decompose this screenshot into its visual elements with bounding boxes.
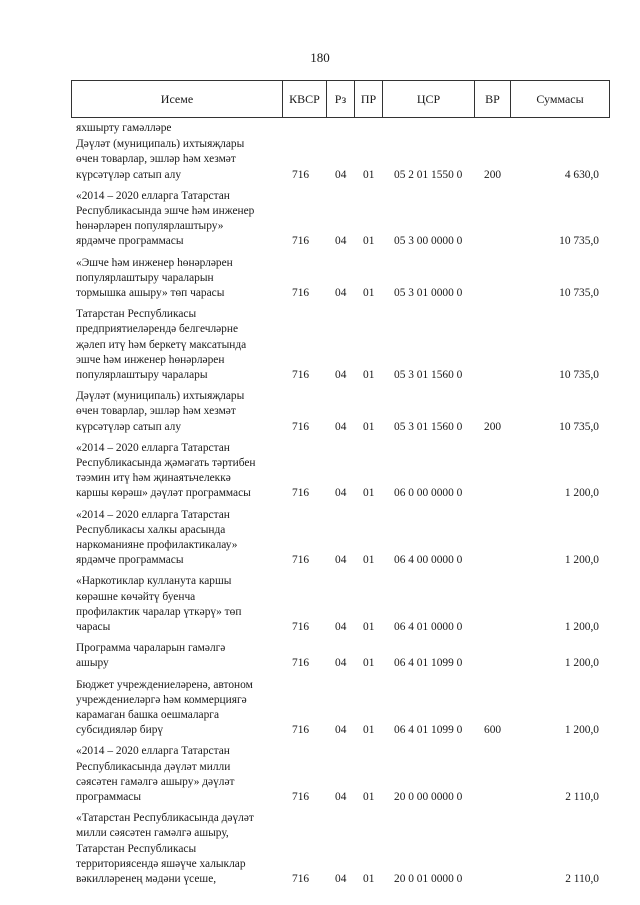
table-row [0, 137, 640, 183]
row-pr: 01 [363, 724, 375, 737]
row-name-line: программасы [76, 791, 142, 803]
row-sum: 1 200,0 [564, 487, 599, 500]
row-name-line: «Наркотиклар кулланута каршы [76, 575, 232, 588]
table-row [0, 641, 640, 671]
row-name-line: Программа чараларын гамәлгә [76, 642, 226, 655]
row-kvsr: 716 [292, 554, 310, 567]
row-kvsr: 716 [292, 657, 310, 670]
row-name-line: күрсәтүләр сатып алу [76, 420, 182, 433]
row-name-line: тәэмин итү һәм җинаятьчелеккә [76, 472, 231, 485]
row-name-line: «2014 – 2020 елларга Татарстан [76, 508, 230, 521]
row-rz: 04 [335, 487, 347, 500]
row-csr: 05 2 01 1550 0 [394, 168, 463, 181]
row-sum: 4 630,0 [564, 168, 599, 181]
row-rz: 04 [335, 724, 347, 737]
row-sum: 10 735,0 [559, 420, 599, 433]
row-name-line: «Эшче һәм инженер һөнәрләрен [76, 256, 233, 269]
row-pr: 01 [363, 420, 375, 433]
row-name-line: яхшырту гамәлләре [76, 122, 172, 134]
row-name [76, 307, 279, 383]
row-name-line: вәкилләренең мәдәни үсеше, [76, 873, 217, 885]
table-header [71, 80, 610, 118]
row-sum: 2 110,0 [565, 872, 599, 885]
row-name-line: каршы көрәш» дәүләт программасы [76, 487, 251, 500]
row-csr: 20 0 01 0000 0 [394, 872, 463, 885]
row-sum: 10 735,0 [559, 235, 599, 248]
row-name-line: популярлаштыру чаралары [76, 369, 208, 381]
row-kvsr: 716 [292, 235, 310, 248]
column-header-sum: Суммасы [536, 92, 584, 106]
row-name-line: Бюджет учреждениеләренә, автоном [76, 678, 253, 691]
row-pr: 01 [363, 487, 375, 500]
page-number: 180 [310, 50, 330, 65]
row-pr: 01 [363, 790, 375, 803]
row-csr: 20 0 00 0000 0 [394, 790, 463, 803]
column-header-kvsr: КВСР [283, 81, 327, 117]
row-sum: 1 200,0 [564, 724, 599, 737]
row-name-line: тормышка ашыру» төп чарасы [76, 287, 225, 299]
row-name [76, 189, 279, 250]
row-name-line: учреждениеләргә һәм коммерциягә [76, 693, 247, 706]
row-rz: 04 [335, 872, 347, 885]
row-sum: 1 200,0 [564, 657, 599, 670]
table-row [0, 441, 640, 502]
row-rz: 04 [335, 235, 347, 248]
row-name-line: Дәүләт (муниципаль) ихтыяҗлары [76, 138, 245, 151]
row-name-line: «2014 – 2020 елларга Татарстан [76, 745, 230, 758]
row-pr: 01 [363, 872, 375, 885]
row-name [76, 678, 279, 739]
table-row [0, 744, 640, 805]
row-kvsr: 716 [292, 724, 310, 737]
row-csr: 05 3 00 0000 0 [394, 235, 463, 248]
row-sum: 10 735,0 [559, 286, 599, 299]
row-name-line: Дәүләт (муниципаль) ихтыяҗлары [76, 390, 245, 403]
row-csr: 06 0 00 0000 0 [394, 487, 463, 500]
row-rz: 04 [335, 657, 347, 670]
column-header-pr: ПР [355, 81, 383, 117]
row-csr: 06 4 01 1099 0 [394, 657, 463, 670]
row-name-line: ярдәмче программасы [76, 235, 184, 248]
row-rz: 04 [335, 554, 347, 567]
column-header-rz: Рз [327, 81, 355, 117]
column-header-name: Исеме [72, 81, 283, 117]
row-name-line: «2014 – 2020 елларга Татарстан [76, 441, 230, 454]
row-sum: 10 735,0 [559, 368, 599, 381]
row-rz: 04 [335, 286, 347, 299]
table-row [0, 678, 640, 739]
row-csr: 06 4 00 0000 0 [394, 554, 463, 567]
row-name-line: милли сәясәтен гамәлгә ашыру, [76, 827, 229, 840]
row-name [76, 574, 279, 635]
row-pr: 01 [363, 554, 375, 567]
table-row [0, 189, 640, 250]
row-name [76, 137, 279, 183]
row-kvsr: 716 [292, 168, 310, 181]
row-pr: 01 [363, 657, 375, 670]
row-name-line: Республикасында дәүләт милли [76, 760, 231, 773]
row-csr: 05 3 01 1560 0 [394, 368, 463, 381]
row-name-line: һөнәрләрен популярлаштыру» [76, 220, 224, 233]
row-name-line: карамаган башка оешмаларга [76, 709, 220, 721]
row-name-line: «2014 – 2020 елларга Татарстан [76, 189, 230, 202]
column-header-vr: ВР [475, 81, 511, 117]
row-pr: 01 [363, 620, 375, 633]
row-vr: 200 [484, 420, 502, 433]
table-row [0, 508, 640, 569]
row-name-line: Республикасында эшче һәм инженер [76, 205, 255, 217]
row-name [76, 811, 279, 887]
row-kvsr: 716 [292, 620, 310, 633]
row-pr: 01 [363, 368, 375, 381]
table-row [0, 574, 640, 635]
row-name-line: чарасы [76, 621, 111, 633]
row-name-line: Республикасында җәмәгать тәртибен [76, 457, 256, 469]
row-pr: 01 [363, 235, 375, 248]
row-sum: 1 200,0 [564, 554, 599, 567]
row-name-line: предприятиеләрендә белгечләрне [76, 323, 239, 336]
row-name-line: Татарстан Республикасы [76, 308, 197, 321]
row-name-line: эшче һәм инженер һөнәрләрен [76, 353, 225, 366]
row-rz: 04 [335, 168, 347, 181]
table-row [0, 811, 640, 887]
row-name [76, 744, 279, 805]
row-pr: 01 [363, 286, 375, 299]
row-name-line: наркоманияне профилактикалау» [76, 539, 238, 551]
table-row [0, 121, 640, 136]
row-name-line: субсидияләр бирү [76, 724, 164, 737]
row-name-line: көрәшне көчәйтү буенча [76, 590, 196, 603]
row-name-line: «Татарстан Республикасында дәүләт [76, 812, 254, 825]
row-kvsr: 716 [292, 368, 310, 381]
row-name-line: җәлеп итү һәм беркетү максатында [76, 338, 247, 351]
row-name-line: профилактик чаралар үткәрү» төп [76, 605, 242, 618]
row-name-line: Татарстан Республикасы [76, 842, 197, 855]
row-name [76, 441, 279, 502]
row-name [76, 641, 279, 671]
row-name-line: ярдәмче программасы [76, 554, 184, 567]
row-rz: 04 [335, 368, 347, 381]
row-name [76, 121, 279, 136]
row-name-line: өчен товарлар, эшләр һәм хезмәт [76, 405, 236, 418]
row-name [76, 256, 279, 302]
row-name-line: популярлаштыру чараларын [76, 271, 214, 284]
table-row [0, 256, 640, 302]
row-csr: 06 4 01 0000 0 [394, 620, 463, 633]
row-kvsr: 716 [292, 286, 310, 299]
row-csr: 05 3 01 0000 0 [394, 286, 463, 299]
row-name [76, 389, 279, 435]
row-rz: 04 [335, 420, 347, 433]
row-kvsr: 716 [292, 872, 310, 885]
row-vr: 600 [484, 724, 502, 737]
row-csr: 05 3 01 1560 0 [394, 420, 463, 433]
row-sum: 1 200,0 [564, 620, 599, 633]
row-name-line: өчен товарлар, эшләр һәм хезмәт [76, 153, 236, 166]
row-vr: 200 [484, 168, 502, 181]
row-name-line: Республикасы халкы арасында [76, 523, 226, 536]
row-rz: 04 [335, 620, 347, 633]
table-row [0, 389, 640, 435]
row-name [76, 508, 279, 569]
row-name-line: ашыру [76, 657, 109, 670]
row-csr: 06 4 01 1099 0 [394, 724, 463, 737]
row-sum: 2 110,0 [565, 790, 599, 803]
row-kvsr: 716 [292, 790, 310, 803]
row-pr: 01 [363, 168, 375, 181]
row-name-line: күрсәтүләр сатып алу [76, 168, 182, 181]
table-row [0, 307, 640, 383]
row-name-line: территориясендә яшәүче халыклар [76, 857, 246, 870]
column-header-csr: ЦСР [383, 81, 475, 117]
row-name-line: сәясәтен гамәлгә ашыру» дәүләт [76, 775, 235, 788]
row-rz: 04 [335, 790, 347, 803]
row-kvsr: 716 [292, 420, 310, 433]
row-kvsr: 716 [292, 487, 310, 500]
